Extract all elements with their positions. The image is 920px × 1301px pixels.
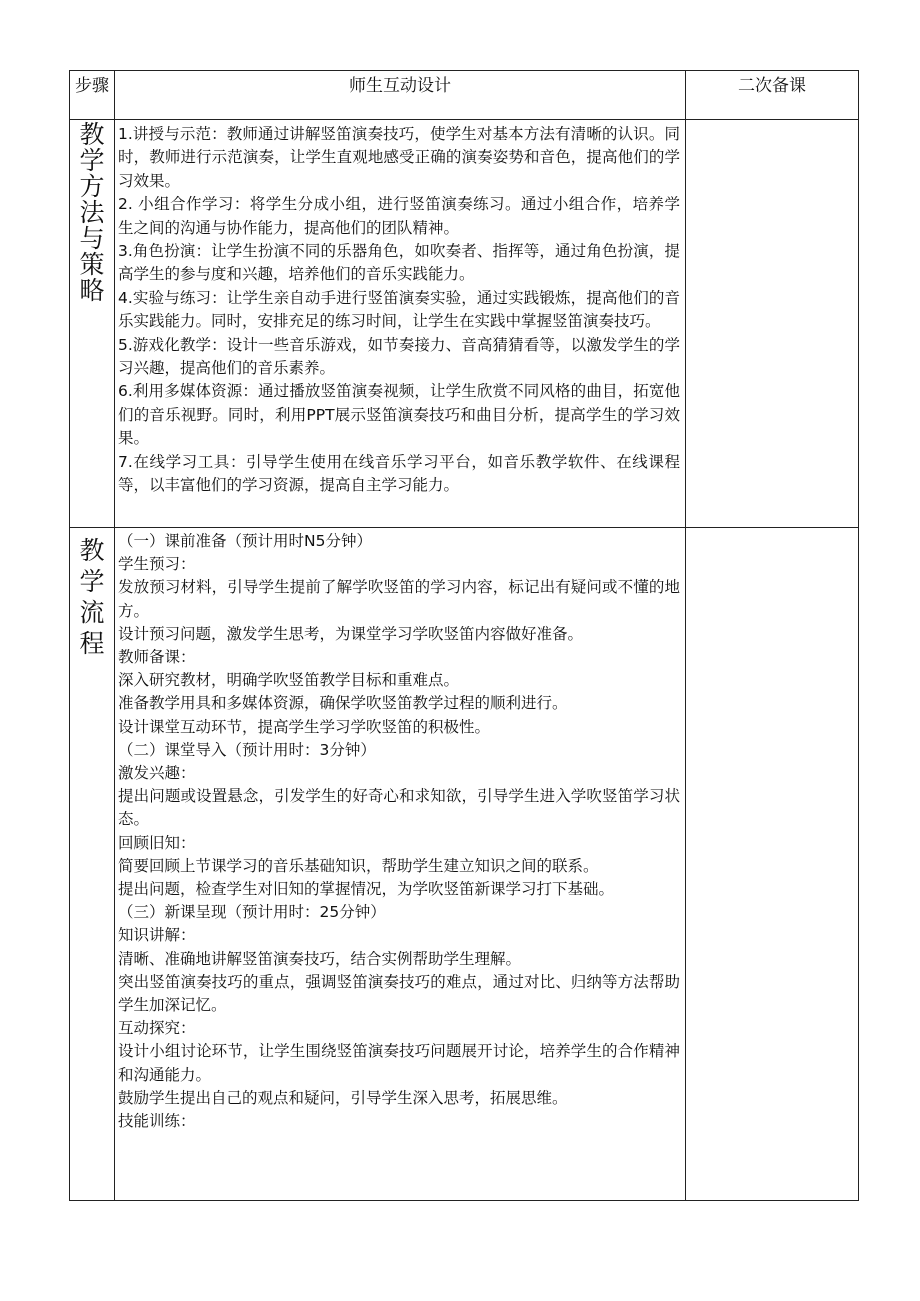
method-item: 7.在线学习工具：引导学生使用在线音乐学习平台，如音乐教学软件、在线课程等，以丰富他们的学习资源，提高自主学习能力。 <box>118 452 680 495</box>
note-cell-methods <box>686 120 859 528</box>
flow-line: （三）新课呈现（预计用时：25分钟） <box>118 903 386 922</box>
flow-line: 提出问题，检查学生对旧知的掌握情况，为学吹竖笛新课学习打下基础。 <box>118 880 615 899</box>
flow-line: 知识讲解： <box>118 926 196 945</box>
method-item: 5.游戏化教学：设计一些音乐游戏，如节奏接力、音高猜猜看等，以激发学生的学习兴趣，提高他们的音乐素养。 <box>118 335 680 378</box>
note-cell-flow <box>686 528 859 1201</box>
table-row-methods <box>70 120 859 528</box>
header-second-prep: 二次备课 <box>686 71 859 120</box>
flow-line: 回顾旧知： <box>118 833 196 852</box>
flow-line: 设计课堂互动环节，提高学生学习学吹竖笛的积极性。 <box>118 717 491 736</box>
lesson-plan-table <box>69 70 859 1201</box>
header-interaction-design: 师生互动设计 <box>115 71 686 120</box>
step-cell-methods <box>70 120 115 528</box>
flow-line: 深入研究教材，明确学吹竖笛教学目标和重难点。 <box>118 671 460 690</box>
flow-line: （一）课前准备（预计用时N5分钟） <box>118 532 372 550</box>
flow-line: 教师备课： <box>118 648 196 667</box>
flow-line: 设计预习问题，激发学生思考，为课堂学习学吹竖笛内容做好准备。 <box>118 624 584 643</box>
flow-line: 突出竖笛演奏技巧的重点，强调竖笛演奏技巧的难点，通过对比、归纳等方法帮助学生加深记忆。 <box>118 972 680 1015</box>
flow-line: 鼓励学生提出自己的观点和疑问，引导学生深入思考，拓展思维。 <box>118 1088 568 1107</box>
table-row-flow <box>70 528 859 1201</box>
method-item: 3.角色扮演：让学生扮演不同的乐器角色，如吹奏者、指挥等，通过角色扮演，提高学生的参与度和兴趣，培养他们的音乐实践能力。 <box>118 242 680 284</box>
method-item: 4.实验与练习：让学生亲自动手进行竖笛演奏实验，通过实践锻炼，提高他们的音乐实践能力。同时，安排充足的练习时间，让学生在实践中掌握竖笛演奏技巧。 <box>118 288 680 331</box>
flow-line: 清晰、准确地讲解竖笛演奏技巧，结合实例帮助学生理解。 <box>118 949 522 968</box>
method-item: 6.利用多媒体资源：通过播放竖笛演奏视频，让学生欣赏不同风格的曲目，拓宽他们的音乐视野。同时，利用PPT展示竖笛演奏技巧和曲目分析，提高学生的学习效果。 <box>118 382 680 448</box>
flow-line: 发放预习材料，引导学生提前了解学吹竖笛的学习内容，标记出有疑问或不懂的地方。 <box>118 578 680 620</box>
methods-content <box>115 120 686 528</box>
flow-line: 简要回顾上节课学习的音乐基础知识，帮助学生建立知识之间的联系。 <box>118 856 599 875</box>
flow-content <box>115 528 686 1201</box>
header-step: 步骤 <box>70 71 115 120</box>
table-header-row <box>70 71 859 120</box>
step-label-methods: 教学方法与策略 <box>79 120 105 305</box>
method-item: 1.讲授与示范：教师通过讲解竖笛演奏技巧，使学生对基本方法有清晰的认识。同时，教师进行示范演奏，让学生直观地感受正确的演奏姿势和音色，提高他们的学习效果。 <box>118 125 680 190</box>
step-cell-flow <box>70 528 115 1201</box>
flow-line: 激发兴趣： <box>118 764 196 783</box>
step-label-flow: 教学流程 <box>79 536 105 658</box>
flow-line: 提出问题或设置悬念，引发学生的好奇心和求知欲，引导学生进入学吹竖笛学习状态。 <box>118 787 680 829</box>
method-item: 2. 小组合作学习：将学生分成小组，进行竖笛演奏练习。通过小组合作，培养学生之间的沟通与协作能力，提高他们的团队精神。 <box>118 195 680 237</box>
flow-line: 技能训练： <box>118 1112 196 1131</box>
flow-line: （二）课堂导入（预计用时：3分钟） <box>118 740 376 759</box>
flow-line: 准备教学用具和多媒体资源，确保学吹竖笛教学过程的顺利进行。 <box>118 694 568 713</box>
flow-line: 互动探究： <box>118 1019 196 1038</box>
flow-line: 设计小组讨论环节，让学生围绕竖笛演奏技巧问题展开讨论，培养学生的合作精神和沟通能力。 <box>118 1042 680 1084</box>
flow-line: 学生预习： <box>118 555 196 574</box>
